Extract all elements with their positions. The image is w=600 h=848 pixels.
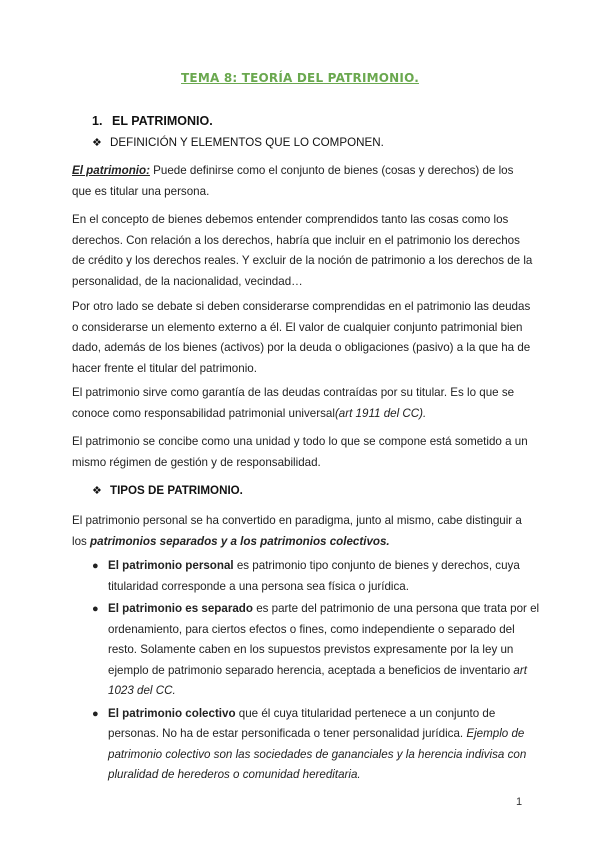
paragraph-tipos-intro	[72, 511, 534, 552]
tipos-list	[92, 556, 542, 788]
paragraph-tipos-emphasis: patrimonios separados y a los patrimonios colectivos.	[90, 534, 390, 548]
list-item-bold: El patrimonio es separado	[108, 602, 253, 615]
list-item-text: es patrimonio tipo conjunto de bienes y derechos, cuya titularidad corresponde a una persona sea física o jurídica.	[108, 559, 520, 593]
list-item-text: es parte del patrimonio de una persona que trata por el ordenamiento, para ciertos efectos o fines, como independiente o separado del resto. Solamente caben en los supuestos previstos expresamente por la ley un ejemplo de patrimonio separado herencia, aceptada a beneficios de inventario	[108, 602, 540, 677]
section-number: 1.	[92, 114, 103, 128]
paragraph-deudas: Por otro lado se debate si deben considerarse comprendidas en el patrimonio las deudas o considerarse un elemento externo a él. El valor de cualquier conjunto patrimonial bien dado, además de los bienes (activos) por la deuda o obligaciones (pasivo) a la que ha de hacer frente el titular del patrimonio.	[72, 300, 531, 375]
subsection-definicion	[92, 136, 384, 149]
list-item	[92, 704, 542, 786]
list-item	[92, 599, 542, 702]
bullet-dot-icon: ●	[92, 707, 99, 720]
list-item-bold: El patrimonio personal	[108, 559, 234, 572]
article-reference: (art 1911 del CC).	[334, 406, 427, 420]
paragraph-garantia	[72, 383, 534, 424]
list-item-italic: Ejemplo de patrimonio colectivo son las sociedades de gananciales y la herencia indivisa con pluralidad de herederos o comunidad hereditaria.	[108, 727, 527, 781]
paragraph-bienes: En el concepto de bienes debemos entender comprendidos tanto las cosas como los derechos. Con relación a los derechos, habría que incluir en el patrimonio los derechos de crédito y los derechos reales. Y excluir de la noción de patrimonio a los derechos de la personalidad, de la nacionalidad, vecindad…	[72, 213, 533, 288]
diamond-bullet-icon: ❖	[92, 485, 102, 497]
subsection-tipos	[92, 484, 243, 497]
paragraph-garantia-text: El patrimonio sirve como garantía de las deudas contraídas por su titular. Es lo que se conoce como responsabilidad patrimonial universal	[72, 386, 515, 420]
bullet-dot-icon: ●	[92, 603, 99, 615]
list-item	[92, 556, 542, 597]
list-item-text: que él cuya titularidad pertenece a un conjunto de personas. No ha de estar personificada o tener personalidad jurídica.	[108, 706, 496, 740]
term-patrimonio: El patrimonio:	[72, 164, 150, 177]
document-title: TEMA 8: TEORÍA DEL PATRIMONIO.	[181, 71, 419, 85]
bullet-dot-icon: ●	[92, 560, 99, 572]
paragraph-tipos-intro-text: El patrimonio personal se ha convertido en paradigma, junto al mismo, cabe distinguir a los	[72, 514, 522, 548]
subsection-definicion-text: DEFINICIÓN Y ELEMENTOS QUE LO COMPONEN.	[110, 136, 384, 149]
paragraph-definition-text: Puede definirse como el conjunto de bienes (cosas y derechos) de los que es titular una persona.	[72, 164, 514, 198]
page-number: 1	[516, 796, 523, 808]
paragraph-unidad: El patrimonio se concibe como una unidad y todo lo que se compone está sometido a un mismo régimen de gestión y de responsabilidad.	[72, 435, 528, 469]
list-item-bold: El patrimonio colectivo	[108, 706, 236, 720]
list-item-italic: art 1023 del CC.	[108, 663, 527, 697]
section-heading-text: EL PATRIMONIO.	[112, 114, 213, 128]
diamond-bullet-icon: ❖	[92, 137, 102, 149]
subsection-tipos-text: TIPOS DE PATRIMONIO.	[110, 484, 243, 497]
paragraph-definition	[72, 161, 534, 202]
section-heading	[92, 114, 213, 128]
